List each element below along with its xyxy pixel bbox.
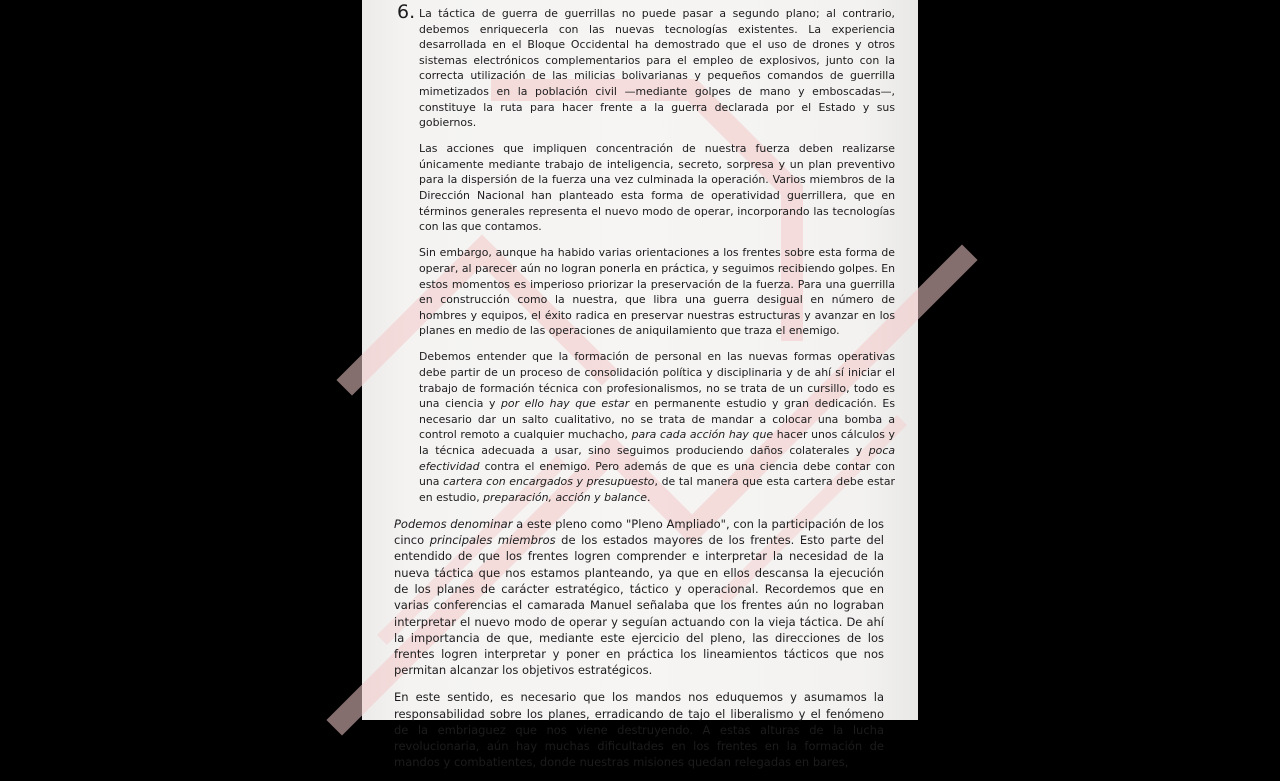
text-run: , de tal manera que esta cartera debe estar en estudio, bbox=[419, 475, 895, 504]
paragraph bbox=[397, 1, 895, 131]
section-number: 6. bbox=[397, 1, 416, 23]
italic-text-run: principales miembros bbox=[429, 533, 556, 548]
text-run: contra el enemigo. Pero además de que es una ciencia debe contar con una bbox=[419, 459, 895, 489]
italic-text-run: preparación, acción y balance bbox=[483, 490, 647, 504]
italic-text-run: poca efectividad bbox=[419, 443, 895, 473]
text-run: Debemos entender que la formación de personal en las nuevas formas operativas debe partir de un proceso de consolidación política y disciplinaria y de ahí sí iniciar el trabajo de formación técnica con profesionalismos, no se trata de un cursillo, todo es una ciencia y bbox=[419, 350, 895, 411]
italic-text-run: para cada acción hay que bbox=[631, 428, 774, 442]
paragraph-text bbox=[419, 142, 895, 233]
italic-text-run: por ello hay que estar bbox=[501, 397, 630, 411]
text-run: a este pleno como "Pleno Ampliado", con la participación de los cinco bbox=[394, 516, 884, 548]
paragraph-text bbox=[419, 7, 895, 129]
text-run: hacer unos cálculos y la técnica adecuada a usar, sino seguimos produciendo daños colaterales y bbox=[419, 428, 895, 457]
paragraph-text bbox=[394, 517, 884, 678]
italic-text-run: Podemos denominar bbox=[394, 516, 513, 531]
paragraph bbox=[397, 245, 895, 339]
text-run: Las acciones que impliquen concentración de nuestra fuerza deben realizarse únicamente mediante trabajo de inteligencia, secreto, sorpresa y un plan preventivo para la dispersión de la fuerza una vez culminada la operación. Varios miembros de la Dirección Nacional han planteado esta forma de operatividad guerrillera, que en términos generales representa el nuevo modo de operar, incorporando las tecnologías con las que contamos. bbox=[419, 142, 895, 234]
paragraph bbox=[397, 349, 895, 505]
paragraph bbox=[397, 141, 895, 235]
text-run: de los estados mayores de los frentes. Esto parte del entendido de que los frentes logren comprender e interpretar la necesidad de la nueva táctica que nos estamos planteando, ya que en ellos descansa la ejecución de los planes de carácter estratégico, táctico y operacional. Recordemos que en varias conferencias el camarada Manuel señalaba que los frentes aún no lograban interpretar el nuevo modo de operar y seguían actuando con la vieja táctica. De ahí la importancia de que, mediante este ejercicio del pleno, las direcciones de los frentes logren interpretar y poner en práctica los lineamientos tácticos que nos permitan alcanzar los objetivos estratégicos. bbox=[394, 533, 885, 678]
paragraph bbox=[394, 516, 884, 679]
document-body bbox=[394, 1, 895, 781]
paragraph-text bbox=[419, 350, 895, 503]
text-run: En este sentido, es necesario que los mandos nos eduquemos y asumamos la responsabilidad sobre los planes, erradicando de tajo el liberalismo y el fenómeno de la embriaguez que nos viene destruyendo. A estas alturas de la lucha revolucionaria, aún hay muchas dificultades en los frentes en la formación de mandos y combatientes, donde nuestras misiones quedan relegadas en bares, bbox=[394, 690, 884, 770]
paragraph-text bbox=[419, 246, 895, 337]
paragraph bbox=[394, 689, 884, 770]
text-run: en permanente estudio y gran dedicación. Es necesario dar un salto cualitativo, no se trata de mandar a colocar una bomba a control remoto a cualquier muchacho, bbox=[419, 397, 895, 442]
italic-text-run: cartera con encargados y presupuesto bbox=[443, 475, 655, 489]
paragraph-text bbox=[394, 690, 884, 769]
text-run: Sin embargo, aunque ha habido varias orientaciones a los frentes sobre esta forma de operar, al parecer aún no logran ponerla en práctica, y seguimos recibiendo golpes. En estos momentos es imperioso priorizar la preservación de la fuerza. Para una guerrilla en construcción como la nuestra, que libra una guerra desigual en número de hombres y equipos, el éxito radica en preservar nuestras estructuras y avanzar en los planes en medio de las operaciones de aniquilamiento que traza el enemigo. bbox=[419, 246, 895, 338]
text-run: . bbox=[646, 490, 651, 504]
document-page bbox=[362, 0, 918, 770]
text-run: La táctica de guerra de guerrillas no puede pasar a segundo plano; al contrario, debemos enriquecerla con las nuevas tecnologías existentes. La experiencia desarrollada en el Bloque Occidental ha demostrado que el uso de drones y otros sistemas electrónicos complementarios para el empleo de explosivos, junto con la correcta utilización de las milicias bolivarianas y pequeños comandos de guerrilla mimetizados en la población civil —mediante golpes de mano y emboscadas—, constituye la ruta para hacer frente a la guerra declarada por el Estado y sus gobiernos. bbox=[419, 7, 895, 130]
